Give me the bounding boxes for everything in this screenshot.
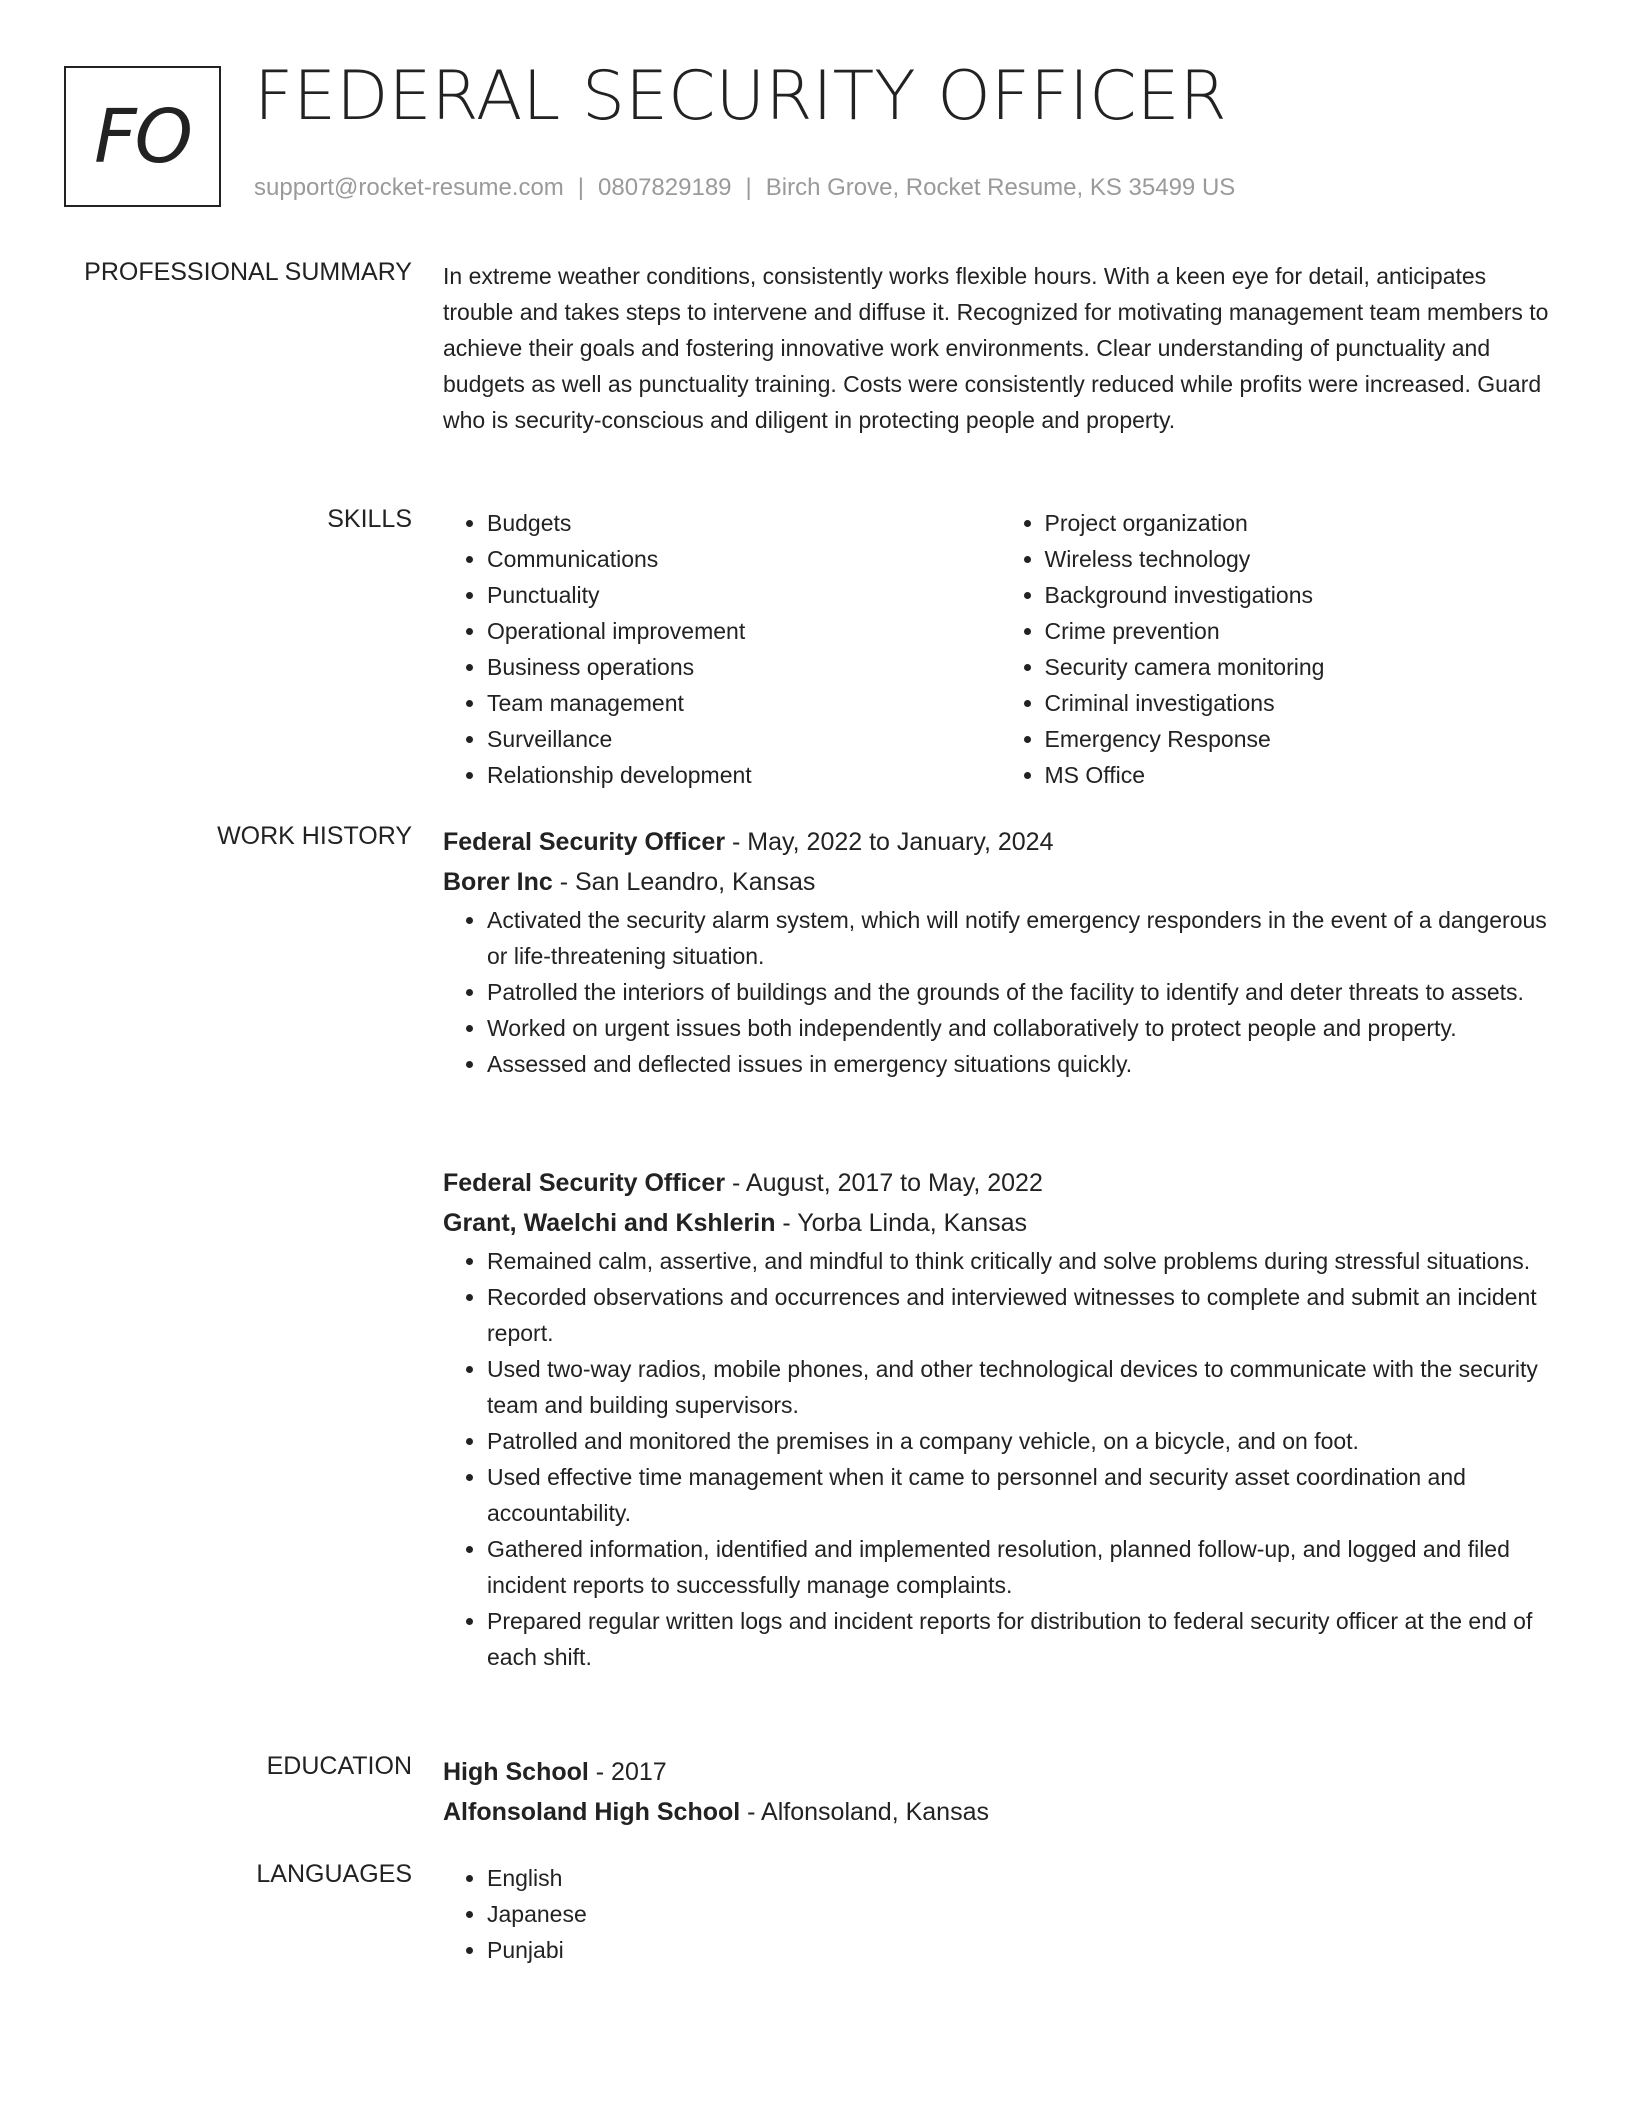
education-school-line: [443, 1792, 1558, 1832]
job-title-line: [443, 822, 1558, 862]
education-heading: EDUCATION: [266, 1752, 412, 1780]
job-entry: [443, 1163, 1558, 1675]
job-company: Grant, Waelchi and Kshlerin: [443, 1209, 776, 1237]
job-duty: • Prepared regular written logs and incident reports for distribution to federal security officer at the end of each shift.: [487, 1603, 1558, 1675]
summary-text: In extreme weather conditions, consistently works flexible hours. With a keen eye for detail, anticipates trouble and takes steps to intervene and diffuse it. Recognized for motivating management team members to achieve their goals and fostering innovative work environments. Clear understanding of punctuality and budgets as well as punctuality training. Costs were consistently reduced while profits were increased. Guard who is security-conscious and diligent in protecting people and property.: [443, 263, 1549, 433]
education-school: Alfonsoland High School: [443, 1798, 741, 1826]
resume-title: FEDERAL SECURITY OFFICER: [254, 57, 1227, 136]
job-duty: • Patrolled and monitored the premises in a company vehicle, on a bicycle, and on foot.: [487, 1423, 1558, 1459]
job-company: Borer Inc: [443, 868, 553, 896]
initials-monogram: FO: [64, 66, 221, 207]
skill-item: • Team management: [487, 685, 1001, 721]
education-location: - Alfonsoland, Kansas: [740, 1798, 989, 1826]
job-dates: - August, 2017 to May, 2022: [725, 1169, 1043, 1197]
job-location: - San Leandro, Kansas: [552, 868, 816, 896]
job-duties-list: [443, 1243, 1558, 1675]
skill-item: • Budgets: [487, 505, 1001, 541]
job-duty: • Worked on urgent issues both independently and collaboratively to protect people and property.: [487, 1010, 1558, 1046]
job-title: Federal Security Officer: [443, 828, 726, 856]
job-location: - Yorba Linda, Kansas: [775, 1209, 1028, 1237]
education-entry: [443, 1752, 1558, 1832]
job-duty: • Patrolled the interiors of buildings and the grounds of the facility to identify and deter threats to assets.: [487, 974, 1558, 1010]
skill-item: • Crime prevention: [1045, 613, 1559, 649]
job-entry: [443, 822, 1558, 1082]
language-item: • Punjabi: [487, 1932, 1558, 1968]
skill-item: • Background investigations: [1045, 577, 1559, 613]
education-year: - 2017: [588, 1758, 667, 1786]
skills-list-left: [443, 505, 1001, 793]
contact-line: [254, 174, 1235, 202]
skill-item: • Security camera monitoring: [1045, 649, 1559, 685]
skills-heading: SKILLS: [327, 505, 412, 533]
skill-item: • Punctuality: [487, 577, 1001, 613]
skills-columns: [443, 505, 1558, 793]
summary-heading: PROFESSIONAL SUMMARY: [84, 258, 412, 286]
skill-item: • Operational improvement: [487, 613, 1001, 649]
languages-body: [443, 1860, 1558, 1968]
languages-heading: LANGUAGES: [256, 1860, 412, 1888]
skill-item: • Business operations: [487, 649, 1001, 685]
skill-item: • Relationship development: [487, 757, 1001, 793]
work-history-heading: WORK HISTORY: [217, 822, 412, 850]
language-item: • English: [487, 1860, 1558, 1896]
job-title: Federal Security Officer: [443, 1169, 726, 1197]
education-degree-line: [443, 1752, 1558, 1792]
contact-separator: |: [577, 174, 585, 201]
skill-item: • Criminal investigations: [1045, 685, 1559, 721]
job-duty: • Remained calm, assertive, and mindful to think critically and solve problems during stressful situations.: [487, 1243, 1558, 1279]
contact-email[interactable]: support@rocket-resume.com: [254, 174, 564, 201]
skill-item: • Project organization: [1045, 505, 1559, 541]
skill-item: • Emergency Response: [1045, 721, 1559, 757]
languages-list: [443, 1860, 1558, 1968]
job-company-line: [443, 1203, 1558, 1243]
skill-item: • Communications: [487, 541, 1001, 577]
job-duty: • Used effective time management when it came to personnel and security asset coordination and accountability.: [487, 1459, 1558, 1531]
contact-separator: |: [745, 174, 752, 201]
education-degree: High School: [443, 1758, 589, 1786]
contact-phone[interactable]: 0807829189: [598, 174, 732, 201]
skill-item: • MS Office: [1045, 757, 1559, 793]
job-company-line: [443, 862, 1558, 902]
job-duty: • Used two-way radios, mobile phones, and other technological devices to communicate with the security team and building supervisors.: [487, 1351, 1558, 1423]
job-duty: • Activated the security alarm system, which will notify emergency responders in the event of a dangerous or life-threatening situation.: [487, 902, 1558, 974]
job-duty: • Gathered information, identified and implemented resolution, planned follow-up, and logged and filed incident reports to successfully manage complaints.: [487, 1531, 1558, 1603]
job-duties-list: [443, 902, 1558, 1082]
job-duty: • Assessed and deflected issues in emergency situations quickly.: [487, 1046, 1558, 1082]
skill-item: • Surveillance: [487, 721, 1001, 757]
job-title-line: [443, 1163, 1558, 1203]
job-dates: - May, 2022 to January, 2024: [725, 828, 1054, 856]
skill-item: • Wireless technology: [1045, 541, 1559, 577]
language-item: • Japanese: [487, 1896, 1558, 1932]
summary-body: [443, 258, 1558, 438]
job-duty: • Recorded observations and occurrences and interviewed witnesses to complete and submit an incident report.: [487, 1279, 1558, 1351]
contact-address: Birch Grove, Rocket Resume, KS 35499 US: [765, 174, 1236, 201]
skills-list-right: [1001, 505, 1559, 793]
